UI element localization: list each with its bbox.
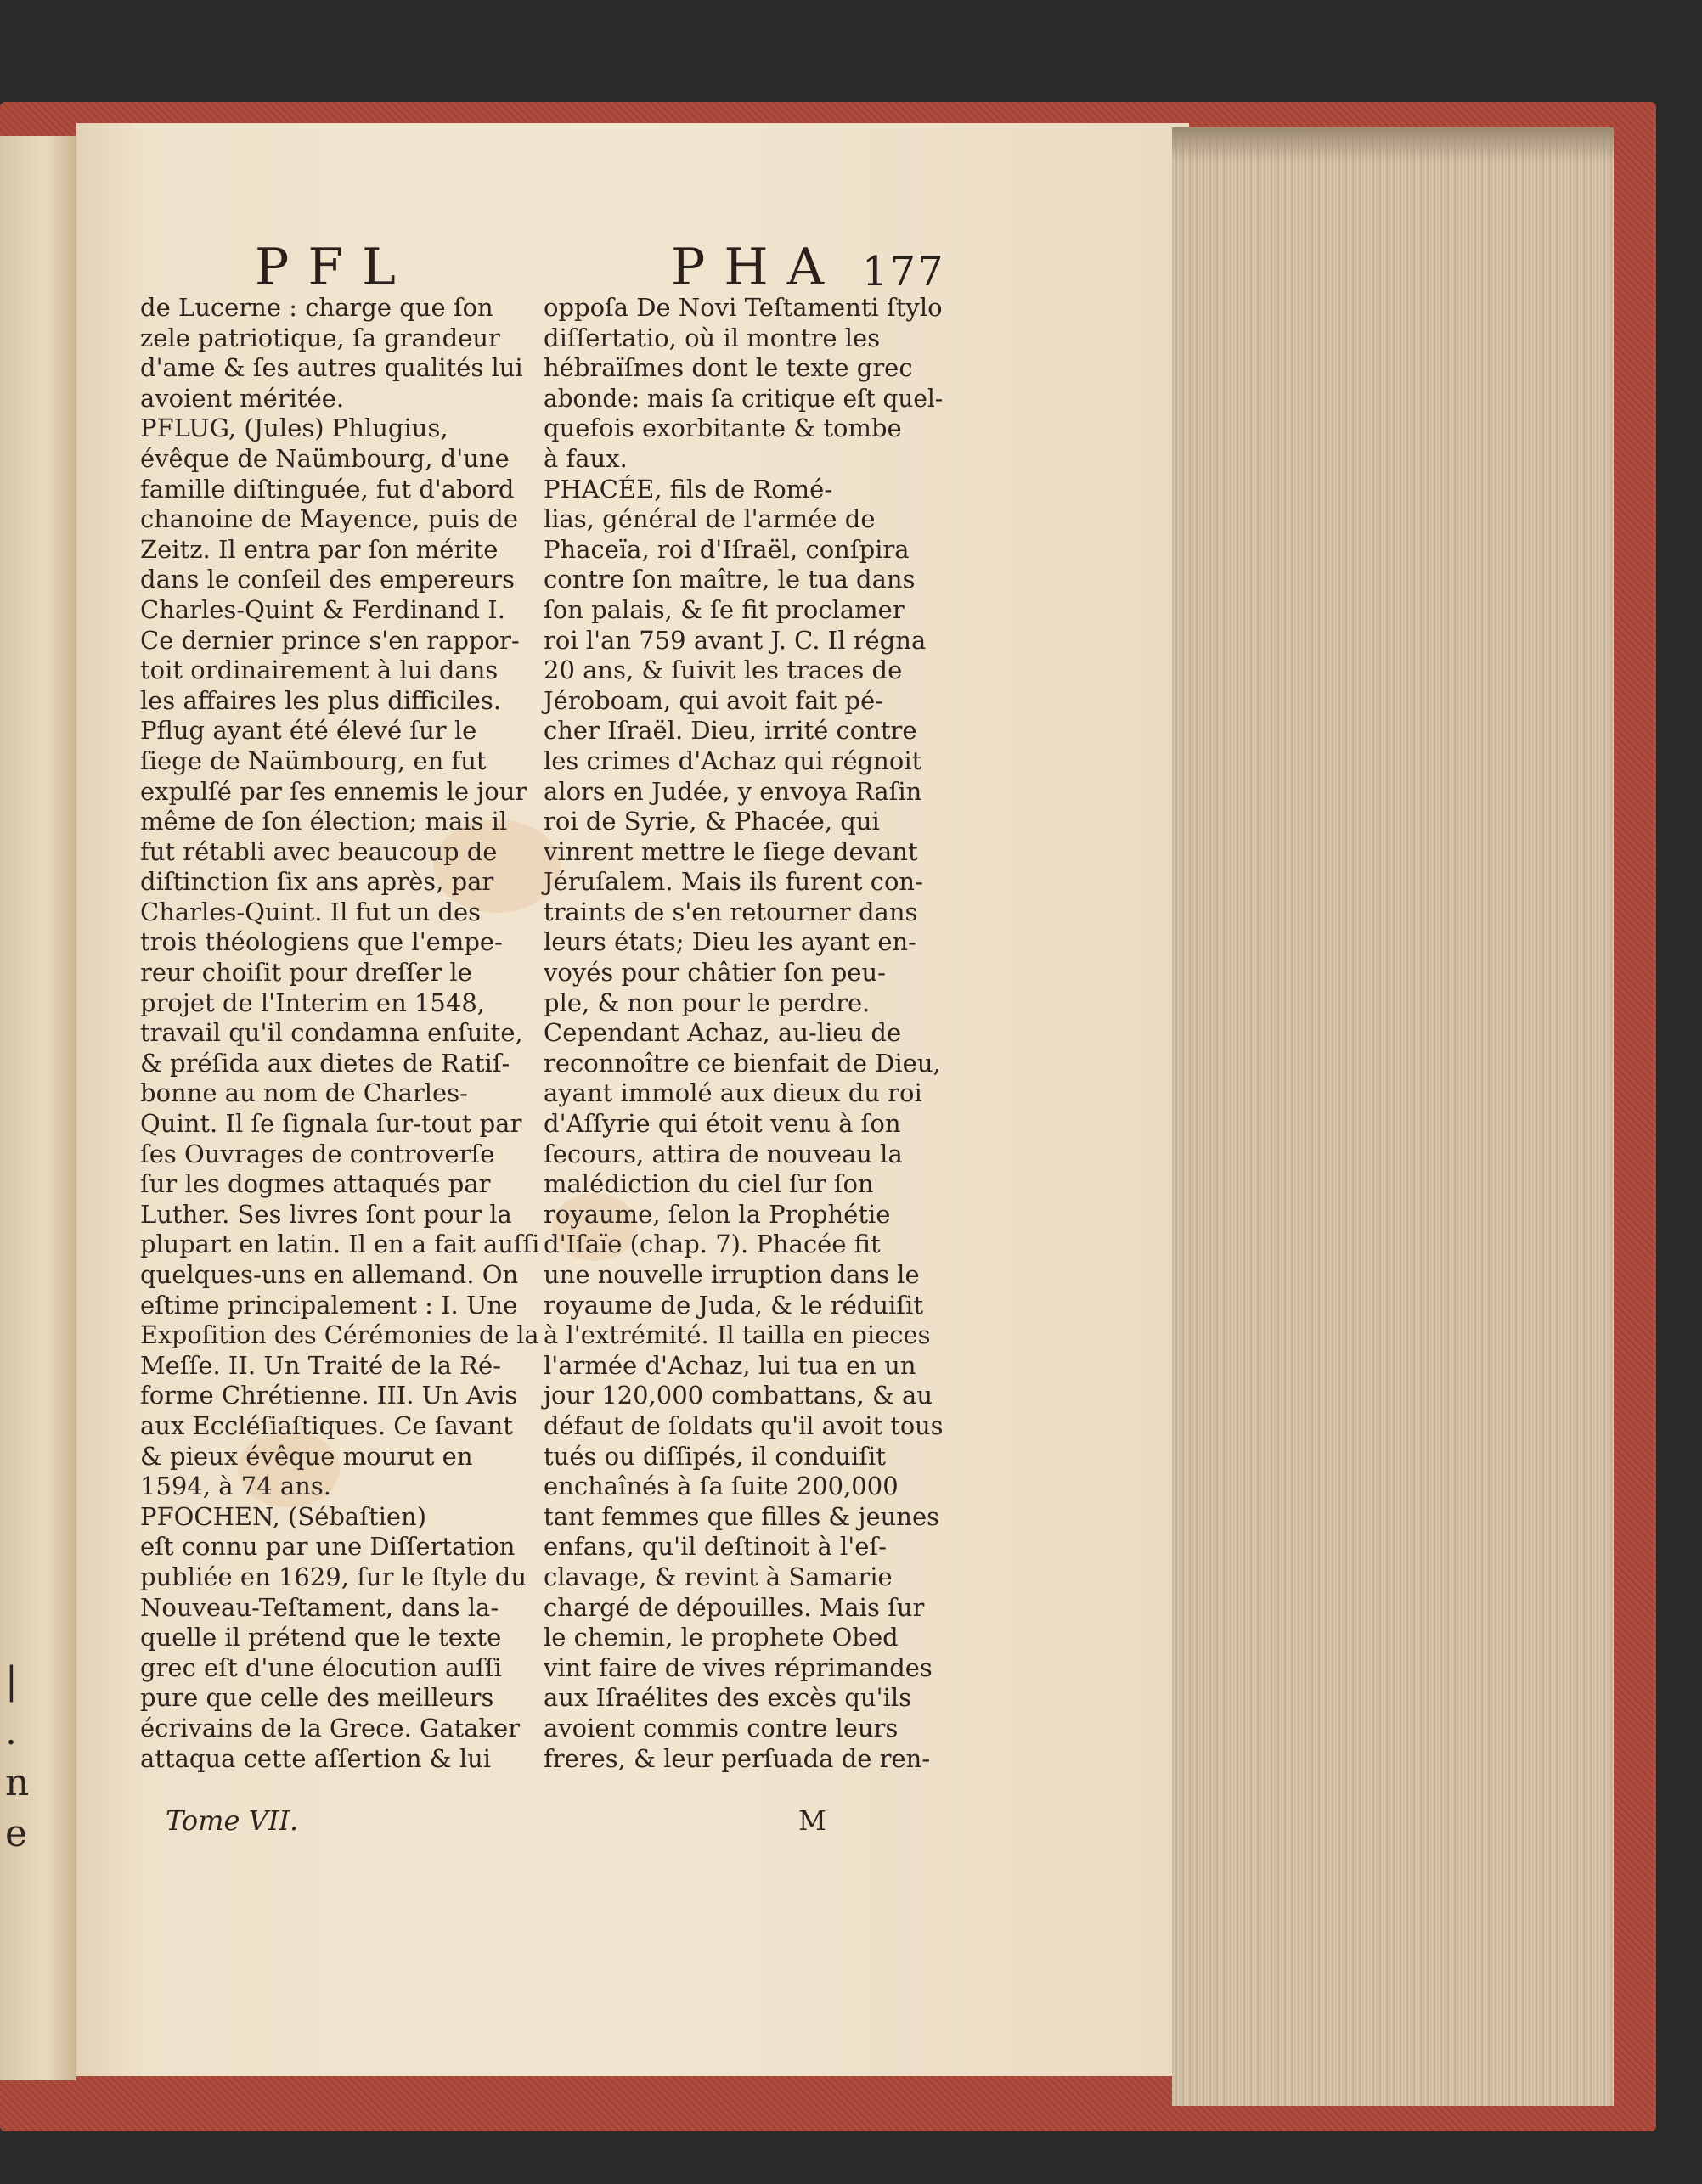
text-line: 20 ans, & ſuivit les traces de (544, 656, 903, 685)
text-line: quelques-uns en allemand. On (140, 1260, 519, 1289)
right-text-column (544, 293, 943, 1774)
text-line: diſſertatio, où il montre les (544, 323, 881, 352)
text-line: ſon palais, & ſe fit proclamer (544, 594, 905, 624)
text-line: roi de Syrie, & Phacée, qui (544, 807, 880, 836)
text-line: cher Iſraël. Dieu, irrité contre (544, 716, 917, 746)
text-line: chargé de dépouilles. Mais ſur (544, 1592, 925, 1622)
text-line: trois théologiens que l'empe- (140, 927, 503, 957)
margin-mark: . (5, 1710, 17, 1753)
text-line: Quint. Il ſe ſignala ſur-tout par (140, 1109, 522, 1139)
text-line: une nouvelle irruption dans le (544, 1260, 920, 1289)
text-line: oppoſa De Novi Teſtamenti ſtylo (544, 293, 943, 322)
text-line: pure que celle des meilleurs (140, 1683, 494, 1713)
text-line: plupart en latin. Il en a fait auſſi (140, 1230, 540, 1259)
text-line: tant femmes que filles & jeunes (544, 1501, 940, 1531)
text-line: Charles-Quint. Il fut un des (140, 897, 482, 926)
text-line: Expoſition des Cérémonies de la (140, 1320, 539, 1350)
text-line: Ce dernier prince s'en rappor- (140, 625, 520, 655)
text-line: abonde: mais ſa critique eſt quel- (544, 383, 944, 413)
running-head-left: PFL (255, 238, 414, 297)
text-line: famille diſtinguée, fut d'abord (140, 474, 515, 504)
text-line: PHACÉE, fils de Romé- (544, 474, 833, 504)
text-line: tués ou diſſipés, il conduiſit (544, 1441, 886, 1471)
text-line: alors en Judée, y envoya Raſin (544, 776, 922, 806)
text-line: à l'extrémité. Il tailla en pieces (544, 1320, 931, 1350)
text-line: chanoine de Mayence, puis de (140, 504, 519, 534)
text-line: aux Eccléſiaſtiques. Ce ſavant (140, 1410, 513, 1440)
text-line: & pieux évêque mourut en (140, 1441, 473, 1471)
text-line: défaut de ſoldats qu'il avoit tous (544, 1410, 944, 1440)
text-line: toit ordinairement à lui dans (140, 656, 499, 685)
text-line: Charles-Quint & Ferdinand I. (140, 594, 505, 624)
text-line: Zeitz. Il entra par ſon mérite (140, 534, 499, 564)
text-line: écrivains de la Grece. Gataker (140, 1713, 521, 1742)
footer-signature: M (798, 1804, 826, 1837)
text-line: à faux. (544, 443, 628, 473)
text-line: le chemin, le prophete Obed (544, 1623, 899, 1652)
text-line: ſes Ouvrages de controverſe (140, 1139, 495, 1168)
text-line: les crimes d'Achaz qui régnoit (544, 746, 922, 775)
text-line: eſtime principalement : I. Une (140, 1290, 518, 1320)
text-line: reconnoître ce bienfait de Dieu, (544, 1048, 941, 1078)
text-line: attaqua cette aſſertion & lui (140, 1743, 492, 1773)
text-line: lias, général de l'armée de (544, 504, 876, 534)
footer-volume: Tome VII. (166, 1804, 299, 1837)
text-line: ple, & non pour le perdre. (544, 988, 871, 1017)
text-line: forme Chrétienne. III. Un Avis (140, 1381, 518, 1410)
text-line: ayant immolé aux dieux du roi (544, 1078, 922, 1108)
text-line: Phaceïa, roi d'Iſraël, conſpira (544, 534, 910, 564)
text-line: grec eſt d'une élocution auſſi (140, 1652, 502, 1682)
text-line: malédiction du ciel ſur ſon (544, 1169, 874, 1199)
text-line: dans le conſeil des empereurs (140, 565, 515, 594)
text-line: enchaînés à ſa ſuite 200,000 (544, 1472, 899, 1501)
text-line: quefois exorbitante & tombe (544, 414, 902, 443)
text-line: voyés pour châtier ſon peu- (544, 958, 886, 988)
text-line: fut rétabli avec beaucoup de (140, 836, 498, 866)
text-line: Jéruſalem. Mais ils furent con- (544, 867, 923, 897)
text-line: ſiege de Naümbourg, en fut (140, 746, 487, 775)
text-line: contre ſon maître, le tua dans (544, 565, 916, 594)
margin-mark: | (5, 1659, 18, 1703)
text-line: zele patriotique, ſa grandeur (140, 323, 500, 352)
text-line: d'Aſſyrie qui étoit venu à ſon (544, 1109, 901, 1139)
text-line: vinrent mettre le ſiege devant (544, 836, 918, 866)
text-line: Jéroboam, qui avoit fait pé- (544, 685, 884, 715)
text-line: 1594, à 74 ans. (140, 1472, 331, 1501)
text-line: projet de l'Interim en 1548, (140, 988, 485, 1017)
text-line: PFOCHEN, (Sébaſtien) (140, 1501, 427, 1531)
text-line: bonne au nom de Charles- (140, 1078, 468, 1108)
text-line: jour 120,000 combattans, & au (544, 1381, 933, 1410)
text-line: les affaires les plus difficiles. (140, 685, 502, 715)
text-line: évêque de Naümbourg, d'une (140, 443, 510, 473)
page-block-edges (1172, 127, 1614, 2106)
text-line: freres, & leur perſuada de ren- (544, 1743, 931, 1773)
text-line: l'armée d'Achaz, lui tua en un (544, 1350, 916, 1380)
text-line: diſtinction ſix ans après, par (140, 867, 494, 897)
text-line: leurs états; Dieu les ayant en- (544, 927, 916, 957)
text-line: de Lucerne : charge que ſon (140, 293, 493, 322)
text-line: aux Iſraélites des excès qu'ils (544, 1683, 912, 1713)
margin-mark: n (5, 1761, 30, 1804)
text-line: & préſida aux dietes de Ratiſ- (140, 1048, 510, 1078)
text-line: avoient méritée. (140, 383, 345, 413)
left-text-column (140, 293, 539, 1774)
text-line: hébraïſmes dont le texte grec (544, 353, 913, 383)
text-line: publiée en 1629, ſur le ſtyle du (140, 1562, 527, 1591)
text-line: quelle il prétend que le texte (140, 1623, 502, 1652)
text-line: ſur les dogmes attaqués par (140, 1169, 491, 1199)
margin-mark: e (5, 1812, 28, 1855)
text-line: royaume, ſelon la Prophétie (544, 1199, 891, 1229)
text-line: Nouveau-Teſtament, dans la- (140, 1592, 499, 1622)
text-line: avoient commis contre leurs (544, 1713, 899, 1742)
text-line: Cependant Achaz, au-lieu de (544, 1018, 902, 1048)
text-line: même de ſon élection; mais il (140, 807, 508, 836)
text-line: reur choiſit pour dreſſer le (140, 958, 472, 988)
text-line: traints de s'en retourner dans (544, 897, 918, 926)
running-head-right: PHA (671, 238, 843, 297)
text-line: roi l'an 759 avant J. C. Il régna (544, 625, 927, 655)
text-line: travail qu'il condamna enſuite, (140, 1018, 523, 1048)
text-line: clavage, & revint à Samarie (544, 1562, 893, 1591)
text-line: d'ame & ſes autres qualités lui (140, 353, 523, 383)
text-line: d'Iſaïe (chap. 7). Phacée fit (544, 1230, 881, 1259)
text-line: vint faire de vives réprimandes (544, 1652, 933, 1682)
page-number: 177 (862, 248, 945, 296)
text-line: Pflug ayant été élevé ſur le (140, 716, 477, 746)
text-line: ſecours, attira de nouveau la (544, 1139, 903, 1168)
left-margin-marks (5, 1656, 30, 1860)
text-line: expulſé par ſes ennemis le jour (140, 776, 527, 806)
text-line: enfans, qu'il deſtinoit à l'eſ- (544, 1532, 887, 1562)
text-line: PFLUG, (Jules) Phlugius, (140, 414, 448, 443)
text-line: royaume de Juda, & le réduiſit (544, 1290, 923, 1320)
text-line: eſt connu par une Diſſertation (140, 1532, 516, 1562)
text-line: Meſſe. II. Un Traité de la Ré- (140, 1350, 501, 1380)
text-line: Luther. Ses livres ſont pour la (140, 1199, 512, 1229)
